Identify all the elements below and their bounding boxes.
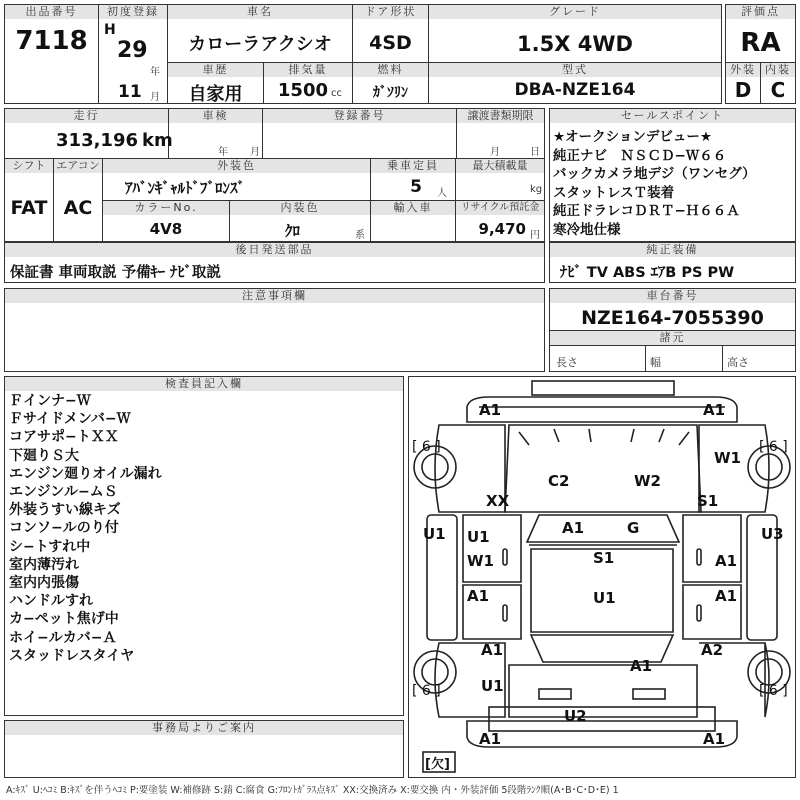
grade-label: グレード: [429, 5, 721, 19]
type-code-value: DBA-NZE164: [514, 80, 636, 100]
damage-mark: A1: [715, 552, 738, 570]
fuel-label: 燃料: [353, 63, 428, 77]
sales-point: バックカメラ地デジ（ワンセグ）: [553, 166, 756, 182]
inspector-list: [9, 392, 399, 665]
capacity-label: 乗車定員: [371, 159, 455, 173]
damage-mark: W2: [634, 472, 661, 490]
damage-mark: S1: [593, 549, 615, 567]
legend-text: A:ｷｽﾞ U:ﾍｺﾐ B:ｷｽﾞを伴うﾍｺﾐ P:要塗装 W:補修跡 S:錆 C:腐食 G:ﾌﾛﾝﾄｶﾞﾗｽ点ｷｽﾞ XX:交換済み X:要交換 内・外装評価 5段階ﾗﾝｸ順(A･B･C･D･E) 1: [6, 785, 619, 796]
inspector-label: 検査員記入欄: [5, 377, 403, 391]
sales-points-list: [553, 128, 793, 239]
tire-mark-rr: [ 6 ]: [759, 683, 788, 699]
tire-mark-rl: [ 6 ]: [412, 683, 441, 699]
displacement-label: 排気量: [264, 63, 352, 77]
model-name-value: カローラアクシオ: [188, 34, 332, 55]
grade-value: 1.5X 4WD: [517, 32, 633, 56]
inspector-line: ホイ−ルカバ−Ａ: [9, 629, 117, 646]
int-color-label: 内装色: [230, 201, 370, 215]
damage-mark: U1: [423, 525, 446, 543]
inspector-line: エンジンル−ムＳ: [9, 484, 118, 501]
notes-label: 注意事項欄: [5, 289, 544, 303]
spec-width: 幅: [650, 356, 661, 369]
import-label: 輸入車: [371, 201, 455, 215]
type-code-label: 型式: [429, 63, 721, 77]
aircon-label: エアコン: [54, 159, 102, 173]
damage-mark: U3: [761, 525, 784, 543]
equipment-value: ﾅﾋﾞ TV ABS ｴｱB PS PW: [560, 265, 735, 281]
max-load-label: 最大積載量: [456, 159, 544, 173]
inspection-year-unit: 年: [218, 147, 228, 158]
tire-mark-fl: [ 6 ]: [412, 439, 441, 455]
first-reg-label: 初度登録: [99, 5, 167, 19]
recycle-unit: 円: [530, 230, 540, 241]
reg-no-label: 登録番号: [263, 109, 456, 123]
door-value: 4SD: [369, 32, 412, 54]
inspector-line: カ−ペット焦げ中: [9, 611, 119, 628]
shift-value: FAT: [10, 197, 48, 219]
sales-points-label: セールスポイント: [550, 109, 795, 123]
int-grade-label: 内装: [761, 63, 795, 77]
inspector-line: 室内内張傷: [9, 575, 79, 592]
damage-mark: U1: [467, 528, 490, 546]
damage-mark: A2: [701, 641, 724, 659]
damage-mark: A1: [481, 641, 504, 659]
first-reg-era: H: [104, 22, 116, 38]
inspector-line: ハンドルすれ: [9, 593, 93, 610]
first-reg-year: 29: [117, 38, 148, 63]
later-parts-label: 後日発送部品: [5, 243, 544, 257]
int-color-value: ｸﾛ: [284, 222, 300, 240]
inspector-line: シ−トすれ中: [9, 538, 91, 555]
ext-grade-value: D: [734, 78, 752, 102]
fuel-value: ｶﾞｿﾘﾝ: [373, 85, 408, 101]
inspector-line: コアサポ−トＸＸ: [9, 429, 119, 446]
color-no-value: 4V8: [149, 220, 183, 238]
inspector-line: スタッドレスタイヤ: [9, 647, 135, 664]
chassis-value: NZE164-7055390: [581, 307, 764, 329]
aircon-value: AC: [63, 197, 93, 219]
damage-mark: U2: [564, 707, 587, 725]
recycle-value: 9,470: [478, 220, 526, 238]
damage-mark: A1: [467, 587, 490, 605]
first-reg-month: 11: [118, 82, 142, 102]
damage-mark: G: [627, 519, 640, 537]
recycle-label: リサイクル預託金: [456, 201, 544, 215]
capacity-unit: 人: [437, 188, 447, 199]
mileage-unit: km: [142, 130, 173, 151]
model-name-label: 車名: [168, 5, 352, 19]
int-color-unit: 系: [355, 230, 365, 241]
inspector-line: 室内薄汚れ: [9, 556, 79, 573]
inspector-line: エンジン廻りオイル漏れ: [9, 465, 162, 482]
int-grade-value: C: [770, 78, 786, 102]
sales-point: 寒冷地仕様: [553, 221, 621, 238]
later-parts-value: 保証書 車両取説 予備ｷｰ ﾅﾋﾞ取説: [10, 265, 221, 281]
first-reg-month-unit: 月: [150, 92, 160, 103]
specs-label: 諸元: [550, 331, 795, 345]
sales-point: ★オークションデビュー★: [553, 129, 712, 145]
damage-mark: U1: [481, 677, 504, 695]
tire-mark-fr: [ 6 ]: [759, 439, 788, 455]
ext-color-value: ｱﾊﾞﾝｷﾞｬﾙﾄﾞﾌﾞﾛﾝｽﾞ: [125, 179, 246, 197]
displacement-unit: cc: [331, 88, 342, 99]
damage-mark: A1: [562, 519, 585, 537]
transfer-day-unit: 日: [530, 147, 540, 158]
damage-mark: W1: [467, 552, 494, 570]
car-diagram: [408, 376, 796, 778]
capacity-value: 5: [410, 177, 422, 197]
car-outline-svg: [409, 377, 795, 777]
damage-mark: A1: [479, 730, 502, 748]
score-value: RA: [740, 28, 781, 58]
damage-mark: S1: [697, 492, 719, 510]
damage-mark: A1: [630, 657, 653, 675]
damage-mark: XX: [486, 492, 510, 510]
damage-mark: W1: [714, 449, 741, 467]
inspection-month-unit: 月: [250, 147, 260, 158]
spec-height: 高さ: [727, 356, 749, 369]
lot-no-label: 出品番号: [5, 5, 98, 19]
transfer-month-unit: 月: [490, 147, 500, 158]
sales-point: スタットレスＴ装着: [553, 184, 675, 201]
inspector-line: Ｆインナ−Ｗ: [9, 393, 91, 409]
damage-mark: A1: [715, 587, 738, 605]
max-load-unit: kg: [530, 184, 543, 195]
score-label: 評価点: [726, 5, 795, 19]
color-no-label: カラーNo.: [103, 201, 229, 215]
sales-point: 純正ドラレコＤＲＴ−Ｈ６６Ａ: [553, 203, 740, 219]
ext-grade-label: 外装: [726, 63, 760, 77]
spec-length: 長さ: [556, 356, 578, 369]
damage-mark: A1: [703, 401, 726, 419]
inspector-line: Ｆサイドメンバ−Ｗ: [9, 411, 131, 428]
shift-label: シフト: [5, 159, 53, 173]
damage-mark: A1: [479, 401, 502, 419]
transfer-label: 譲渡書類期限: [457, 109, 544, 123]
first-reg-year-unit: 年: [150, 67, 160, 78]
inspector-line: コンソ−ルのり付: [9, 520, 119, 537]
mileage-label: 走行: [5, 109, 168, 123]
history-label: 車歴: [168, 63, 263, 77]
inspector-line: 外装うすい線キズ: [9, 502, 121, 519]
door-label: ドア形状: [353, 5, 428, 19]
inspection-label: 車検: [169, 109, 262, 123]
mileage-value: 313,196: [56, 130, 138, 151]
damage-mark: U1: [593, 589, 616, 607]
chassis-label: 車台番号: [550, 289, 795, 303]
equipment-label: 純正装備: [550, 243, 795, 257]
damage-mark: C2: [548, 472, 570, 490]
tire-mark-spare: [欠]: [425, 757, 450, 772]
history-value: 自家用: [188, 84, 243, 105]
inspector-line: 下廻りＳ大: [9, 447, 79, 464]
ext-color-label: 外装色: [103, 159, 370, 173]
displacement-value: 1500: [277, 80, 328, 101]
office-label: 事務局よりご案内: [5, 721, 403, 735]
sales-point: 純正ナビ ＮＳＣＤ−Ｗ６６: [553, 147, 727, 164]
damage-mark: A1: [703, 730, 726, 748]
lot-no-value: 7118: [15, 26, 88, 56]
